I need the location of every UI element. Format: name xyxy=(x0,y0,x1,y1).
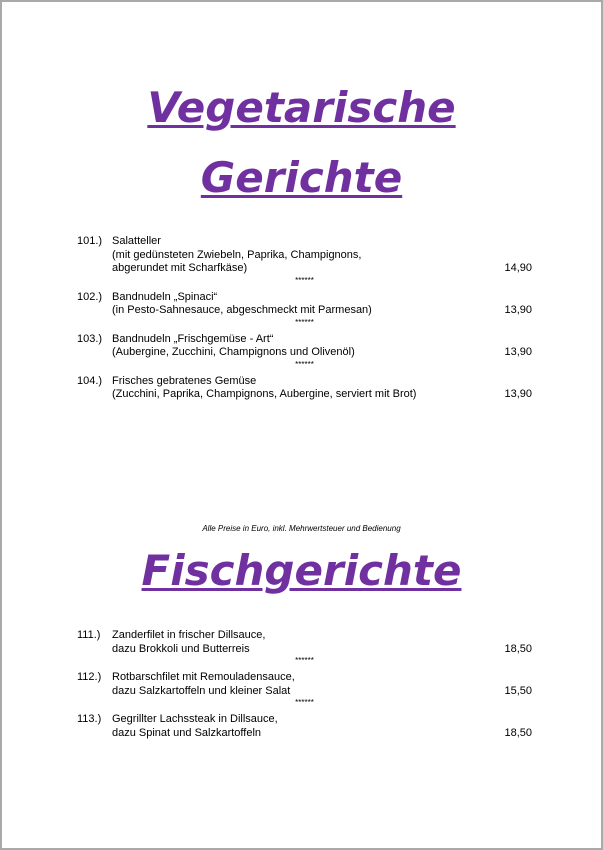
item-number: 113.) xyxy=(77,713,102,725)
separator: ****** xyxy=(295,359,314,369)
item-name: Salatteller xyxy=(112,235,161,247)
separator: ****** xyxy=(295,317,314,327)
veg-title-line1: Vegetarische xyxy=(147,83,456,132)
price-note: Alle Preise in Euro, inkl. Mehrwertsteuer und Bedienung xyxy=(202,524,401,533)
item-number: 111.) xyxy=(77,629,101,641)
item-name: Zanderfilet in frischer Dillsauce, xyxy=(112,629,266,641)
separator: ****** xyxy=(295,275,314,285)
item-price: 13,90 xyxy=(504,346,532,358)
item-name: Frisches gebratenes Gemüse xyxy=(112,374,257,387)
item-price: 13,90 xyxy=(504,304,532,316)
item-description: dazu Brokkoli und Butterreis xyxy=(112,642,250,655)
menu-item-103 xyxy=(77,333,532,369)
item-name: Gegrillter Lachssteak in Dillsauce, xyxy=(112,713,278,725)
item-description: dazu Spinat und Salzkartoffeln xyxy=(112,726,262,739)
item-number: 101.) xyxy=(77,235,103,247)
item-number: 104.) xyxy=(77,374,103,387)
item-name: Bandnudeln „Spinaci“ xyxy=(112,290,218,303)
menu-item-112 xyxy=(77,671,532,707)
veg-title-line2: Gerichte xyxy=(200,153,403,202)
item-description: (Aubergine, Zucchini, Champignons und Olivenöl) xyxy=(112,346,355,358)
item-description: (Zucchini, Paprika, Champignons, Aubergine, serviert mit Brot) xyxy=(112,388,417,400)
fish-title: Fischgerichte xyxy=(141,546,462,595)
item-price: 14,90 xyxy=(504,262,532,274)
item-number: 102.) xyxy=(77,290,103,303)
menu-item-111 xyxy=(77,629,532,665)
item-name: Rotbarschfilet mit Remouladensauce, xyxy=(112,671,295,683)
item-price: 15,50 xyxy=(504,684,532,697)
item-price: 13,90 xyxy=(504,388,532,400)
item-name: Bandnudeln „Frischgemüse - Art“ xyxy=(112,332,274,345)
separator: ****** xyxy=(295,698,314,707)
fish-items xyxy=(77,629,532,740)
item-number: 103.) xyxy=(77,332,103,345)
menu-item-102 xyxy=(77,291,532,327)
veg-items xyxy=(77,235,532,402)
item-description: abgerundet mit Scharfkäse) xyxy=(112,262,248,274)
item-price: 18,50 xyxy=(504,642,532,655)
item-description: dazu Salzkartoffeln und kleiner Salat xyxy=(112,684,291,697)
separator: ****** xyxy=(295,656,314,665)
menu-item-113 xyxy=(77,713,532,740)
item-description: (in Pesto-Sahnesauce, abgeschmeckt mit Parmesan) xyxy=(112,304,372,316)
item-price: 18,50 xyxy=(504,726,532,739)
menu-item-101 xyxy=(77,235,532,285)
item-number: 112.) xyxy=(77,671,102,683)
menu-item-104 xyxy=(77,375,532,402)
item-description: (mit gedünsteten Zwiebeln, Paprika, Champignons, xyxy=(112,248,362,261)
